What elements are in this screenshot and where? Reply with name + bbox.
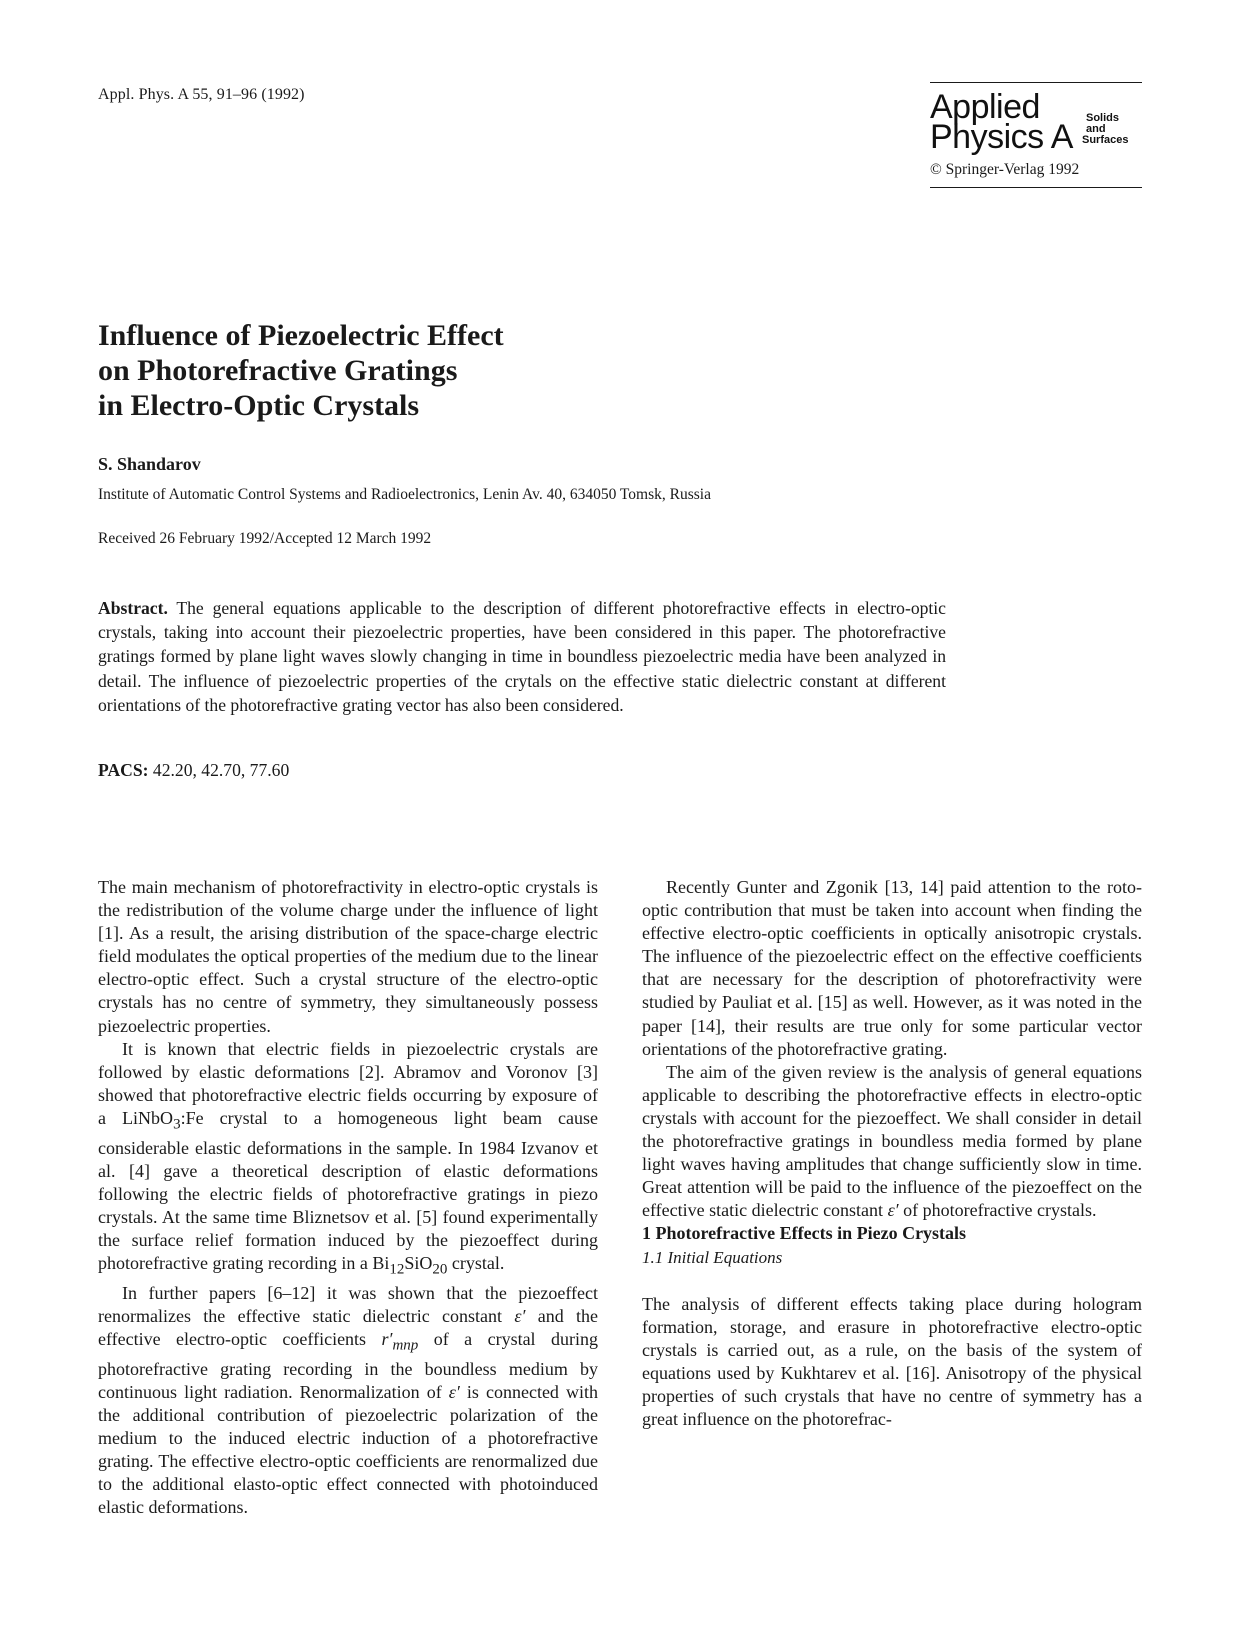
logo-sub-solids: Solids (1086, 112, 1120, 124)
pacs-codes (98, 760, 289, 781)
logo-sub-surfaces: Surfaces (1082, 134, 1129, 146)
paragraph-aim: The aim of the given review is the analysis of general equations applicable to describing the photorefractive effects in electro-optic crystals with account for the piezoeffect. We shall consider in detail the photorefractive gratings in boundless media formed by plane light waves having amplitudes that change sufficiently slow in time. Great attention will be paid to the influence of the piezoeffect on the effective static dielectric constant ε′ of photorefractive crystals. (642, 1061, 1142, 1221)
author-name: S. Shandarov (98, 454, 201, 474)
logo-sub-and: and (1086, 123, 1106, 135)
abstract-label: Abstract. (98, 598, 168, 618)
logo-top-rule (930, 82, 1142, 83)
paragraph-renormalization: In further papers [6–12] it was shown that the piezoeffect renormalizes the effective static dielectric constant ε′ and the effective electro-optic coefficients $r'_{mnp}$ of a crystal during photorefractive grating recording in the boundless medium by continuous light radiation. Renormalization of ε′ is connected with the additional contribution of piezoelectric polarization of the medium to the induced electric induction of a photorefractive grating. The effective electro-optic coefficients are renormalized due to the additional elasto-optic effect connected with photoinduced elastic deformations. (98, 1282, 599, 1518)
pacs-values: 42.20, 42.70, 77.60 (152, 760, 290, 780)
body-column-left (98, 876, 598, 1519)
logo-line-applied: Applied (930, 88, 1040, 126)
subsection-1-1-heading: 1.1 Initial Equations (642, 1247, 783, 1267)
logo-bottom-rule (930, 187, 1142, 188)
r-prime-symbol: r′ (381, 1328, 393, 1349)
epsilon-prime-symbol: ε′ (887, 1200, 899, 1221)
author-affiliation: Institute of Automatic Control Systems and Radioelectronics, Lenin Av. 40, 634050 Tomsk, Russia (98, 486, 711, 503)
journal-citation: Appl. Phys. A 55, 91–96 (1992) (98, 86, 305, 103)
received-dates: Received 26 February 1992/Accepted 12 March 1992 (98, 530, 432, 547)
copyright-notice: © Springer-Verlag 1992 (930, 161, 1080, 178)
abstract (98, 596, 946, 717)
pacs-label: PACS: (98, 760, 149, 780)
logo-line-physics-a: Physics A (930, 118, 1073, 156)
article-title (98, 318, 798, 423)
body-column-right (642, 876, 1142, 1431)
paragraph-initial-equations: The analysis of different effects taking place during hologram formation, storage, and erasure in photorefractive electro-optic crystals is carried out, as a rule, on the basis of the system of equations used by Kukhtarev et al. [16]. Anisotropy of the physical properties of such crystals that have no centre of symmetry has a great influence on the photorefrac- (642, 1293, 1142, 1430)
title-line-1: Influence of Piezoelectric Effect (98, 319, 504, 352)
title-line-3: in Electro-Optic Crystals (98, 389, 420, 422)
section-1-heading: 1 Photorefractive Effects in Piezo Crystals (642, 1223, 967, 1244)
title-line-2: on Photorefractive Gratings (98, 354, 458, 387)
journal-logo (930, 89, 1142, 155)
paragraph-elastic-deformations: It is known that electric fields in piezoelectric crystals are followed by elastic deformations [2]. Abramov and Voronov [3] showed that photorefractive electric fields occurring by exposure of a LiNbO$_3$:Fe crystal to a homogeneous light beam cause considerable elastic deformations in the sample. In 1984 Izvanov et al. [4] gave a theoretical description of elastic deformations following the electric fields of photorefractive gratings in piezo crystals. At the same time Bliznetsov et al. [5] found experimentally the surface relief formation induced by the piezoeffect during photorefractive grating recording in a $Bi_{12}SiO_{20}$ crystal. (98, 1038, 598, 1278)
epsilon-prime-symbol: ε′ (448, 1381, 460, 1402)
epsilon-prime-symbol: ε′ (514, 1305, 526, 1326)
paragraph-intro: The main mechanism of photorefractivity in electro-optic crystals is the redistribution of the volume charge under the influence of light [1]. As a result, the arising distribution of the space-charge electric field modulates the optical properties of the medium due to the linear electro-optic effect. Such a crystal structure of the electro-optic crystals has no centre of symmetry, they simultaneously possess piezoelectric properties. (98, 877, 598, 1036)
paragraph-recent-work: Recently Gunter and Zgonik [13, 14] paid attention to the roto-optic contribution that must be taken into account when finding the effective electro-optic coefficients in optically anisotropic crystals. The influence of the piezoelectric effect on the effective coefficients that are necessary for the description of photorefractivity were studied by Pauliat et al. [15] as well. However, as it was noted in the paper [14], their results are true only for some particular vector orientations of the photorefractive grating. (642, 877, 1142, 1059)
journal-logo-box (930, 82, 1142, 188)
abstract-text: The general equations applicable to the description of different photorefractive effects in electro-optic crystals, taking into account their piezoelectric properties, have been considered in this paper. The photorefractive gratings formed by plane light waves slowly changing in time in boundless piezoelectric media have been analyzed in detail. The influence of piezoelectric properties of the crytals on the effective static dielectric constant at different orientations of the photorefractive grating vector has also been considered. (98, 598, 946, 715)
